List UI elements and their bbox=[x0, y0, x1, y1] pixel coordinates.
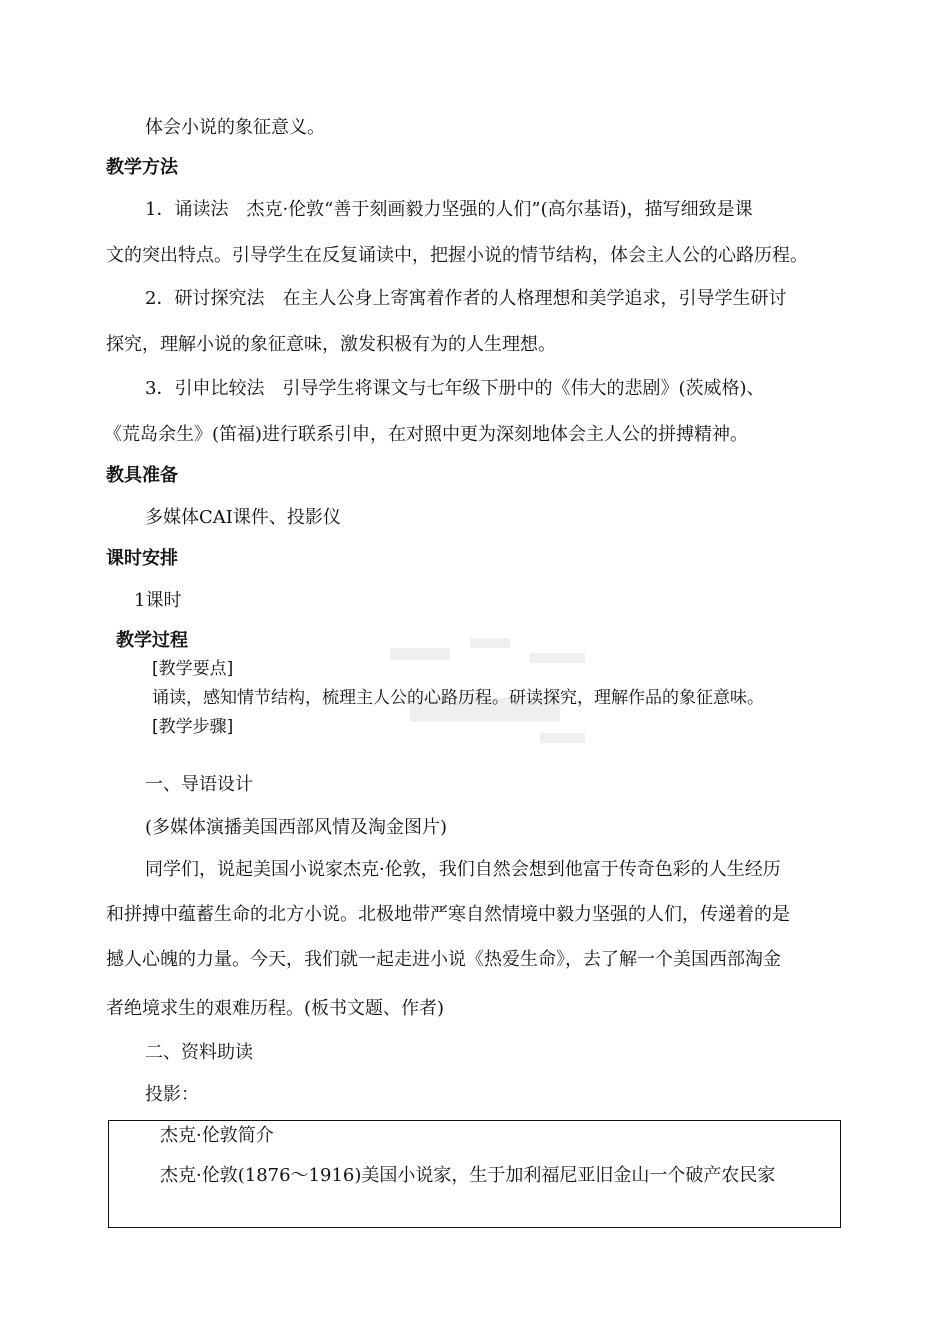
process-points-label: [教学要点] bbox=[152, 659, 234, 679]
methods-heading: 教学方法 bbox=[106, 157, 178, 178]
section-1-para-line-3: 撼人心魄的力量。今天，我们就一起走进小说《热爱生命》，去了解一个美国西部淘金 bbox=[106, 949, 781, 970]
equipment-heading: 教具准备 bbox=[106, 465, 178, 486]
section-1-para-line-1: 同学们，说起美国小说家杰克·伦敦，我们自然会想到他富于传奇色彩的人生经历 bbox=[145, 859, 781, 880]
section-1-note: (多媒体演播美国西部风情及淘金图片) bbox=[145, 817, 448, 838]
method-3-line-1: 3．引申比较法 引导学生将课文与七年级下册中的《伟大的悲剧》(茨威格)、 bbox=[145, 378, 765, 399]
section-2-title: 二、资料助读 bbox=[145, 1042, 253, 1063]
section-1-para-line-4: 者绝境求生的艰难历程。(板书文题、作者) bbox=[106, 998, 445, 1019]
section-1-title: 一、导语设计 bbox=[145, 774, 253, 795]
equipment-text: 多媒体CAI课件、投影仪 bbox=[145, 507, 341, 528]
schedule-text: 1课时 bbox=[134, 590, 182, 611]
method-2-line-1: 2．研讨探究法 在主人公身上寄寓着作者的人格理想和美学追求，引导学生研讨 bbox=[145, 288, 787, 309]
method-1-line-1: 1．诵读法 杰克·伦敦“善于刻画毅力坚强的人们”(高尔基语)，描写细致是课 bbox=[145, 199, 753, 220]
process-steps-label: [教学步骤] bbox=[152, 717, 234, 737]
schedule-heading: 课时安排 bbox=[106, 548, 178, 569]
method-1-line-2: 文的突出特点。引导学生在反复诵读中，把握小说的情节结构，体会主人公的心路历程。 bbox=[106, 245, 808, 266]
method-2-line-2: 探究，理解小说的象征意味，激发积极有为的人生理想。 bbox=[106, 334, 556, 355]
method-3-line-2: 《荒岛余生》(笛福)进行联系引申，在对照中更为深刻地体会主人公的拼搏精神。 bbox=[104, 424, 749, 445]
box-title: 杰克·伦敦简介 bbox=[160, 1125, 274, 1146]
process-points-text: 诵读，感知情节结构，梳理主人公的心路历程。研读探究，理解作品的象征意味。 bbox=[152, 688, 764, 708]
section-1-para-line-2: 和拼搏中蕴蓄生命的北方小说。北极地带严寒自然情境中毅力坚强的人们，传递着的是 bbox=[106, 904, 790, 925]
projection-label: 投影： bbox=[145, 1084, 199, 1105]
process-heading: 教学过程 bbox=[116, 630, 188, 651]
intro-line: 体会小说的象征意义。 bbox=[145, 117, 325, 138]
box-text: 杰克·伦敦(1876～1916)美国小说家，生于加利福尼亚旧金山一个破产农民家 bbox=[160, 1165, 776, 1186]
